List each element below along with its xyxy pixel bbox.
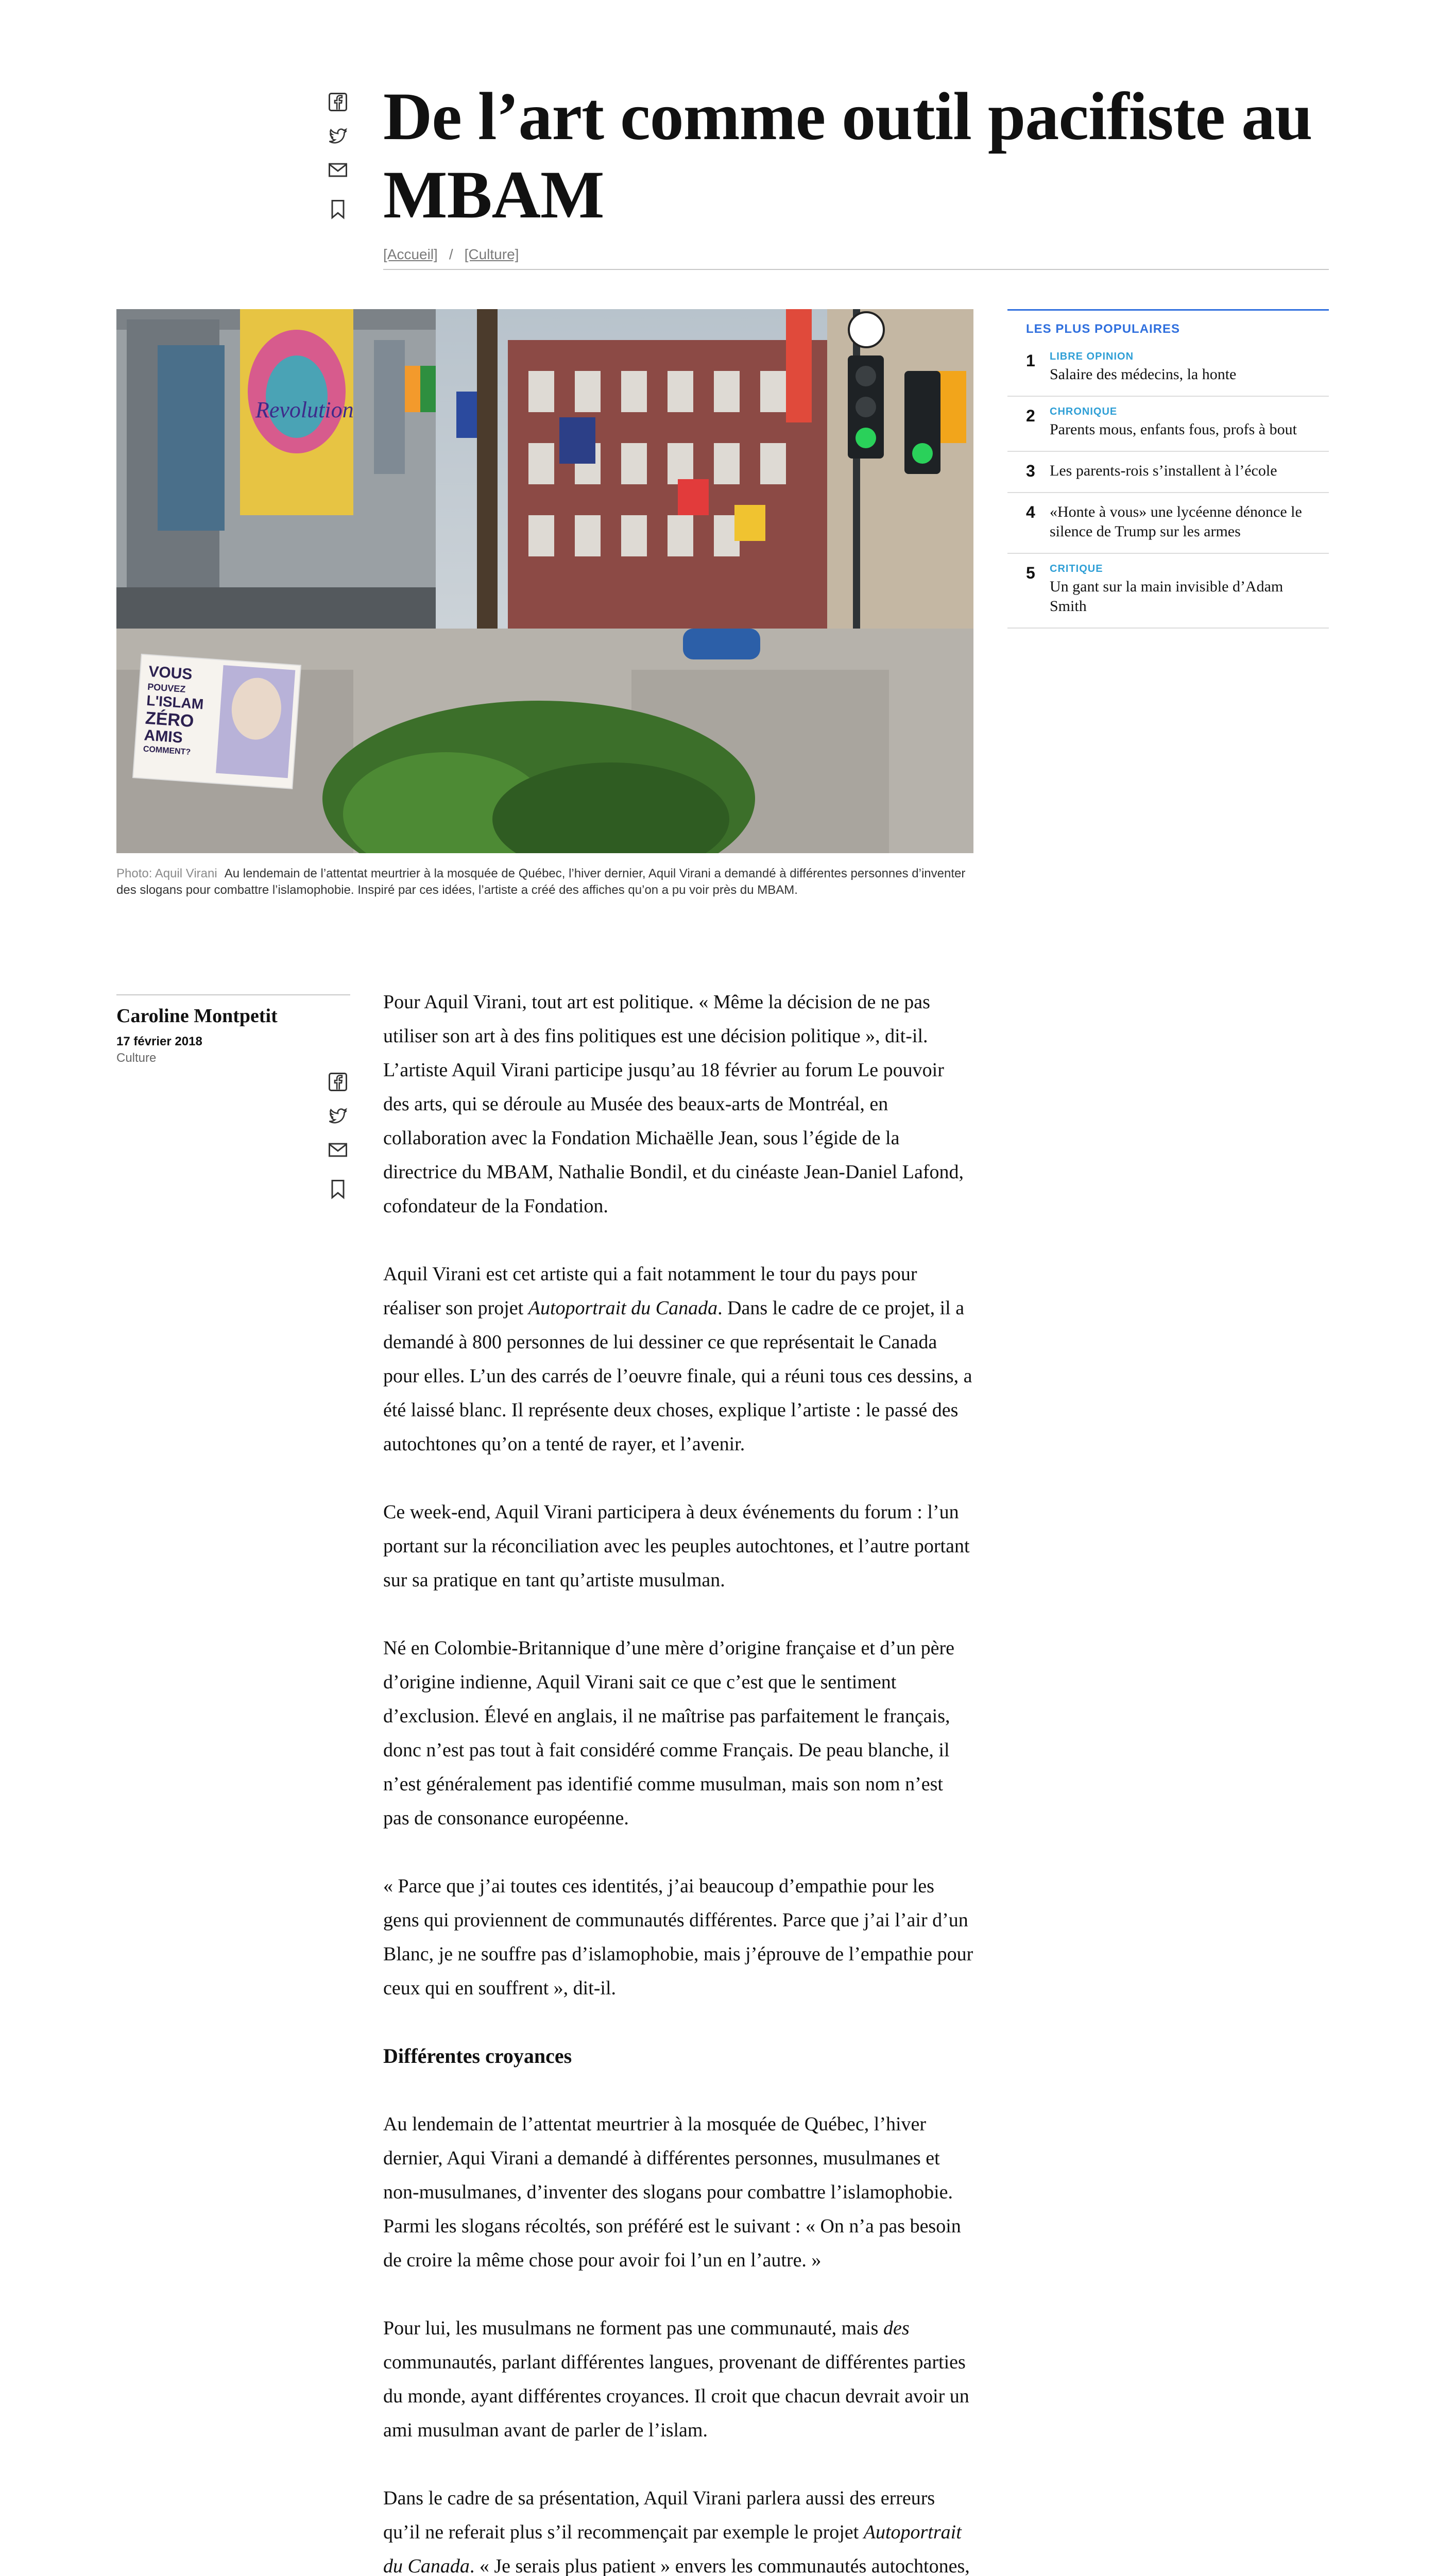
article-paragraph xyxy=(383,2481,973,2576)
article-paragraph: Pour Aquil Virani, tout art est politique. « Même la décision de ne pas utiliser son art à des fins politiques est une décision politique », dit-il. L’artiste Aquil Virani participe jusqu’au 18 février au forum Le pouvoir des arts, qui se déroule au Musée des beaux-arts de Montréal, en collaboration avec la Fondation Michaëlle Jean, sous l’égide de la directrice du MBAM, Nathalie Bondil, et du cinéaste Jean-Daniel Lafond, cofondateur de la Fondation. xyxy=(383,991,964,1217)
twitter-icon[interactable] xyxy=(327,125,349,147)
photo-caption xyxy=(116,866,971,899)
email-icon[interactable] xyxy=(327,1139,349,1161)
popular-articles xyxy=(1007,309,1329,629)
breadcrumb-section-link[interactable]: [Culture] xyxy=(464,246,519,262)
breadcrumb-home-link[interactable]: [Accueil] xyxy=(383,246,438,262)
popular-title-link[interactable]: «Honte à vous» une lycéenne dénonce le silence de Trump sur les armes xyxy=(1050,503,1302,540)
popular-title-link[interactable]: Les parents-rois s’installent à l’école xyxy=(1050,462,1277,479)
italic-title: Autoportrait du Canada xyxy=(383,2521,962,2576)
popular-title-link[interactable]: Un gant sur la main invisible d’Adam Smith xyxy=(1050,578,1284,615)
poster-line: ZÉRO xyxy=(144,708,195,732)
article-paragraph: « Parce que j’ai toutes ces identités, j’ai beaucoup d’empathie pour les gens qui proviennent de communautés différentes. Parce que j’ai l’air d’un Blanc, je ne souffre pas d’islamophobie, mais j’éprouve de l’empathie pour ceux qui en souffrent », dit-il. xyxy=(383,1875,973,1999)
bookmark-icon[interactable] xyxy=(327,198,349,221)
popular-item[interactable] xyxy=(1007,554,1329,629)
breadcrumb-separator: / xyxy=(449,246,453,262)
text-run: Aquil Virani est cet artiste qui a fait notamment le tour du pays pour réaliser son projet xyxy=(383,1263,917,1319)
text-run: . « Je serais plus patient » envers les communautés autochtones, xyxy=(469,2555,970,2576)
poster-line: L'ISLAM xyxy=(146,692,204,713)
facebook-icon[interactable] xyxy=(327,1071,349,1093)
author-divider xyxy=(116,994,350,995)
popular-rank: 1 xyxy=(1026,351,1035,370)
photo-caption-text: Au lendemain de l’attentat meurtrier à la mosquée de Québec, l’hiver dernier, Aquil Virani a demandé à différentes personnes d’inventer des slogans pour combattre l’islamophobie. Inspiré par ces idées, l’artiste a créé des affiches qu’on a pu voir près du MBAM. xyxy=(116,867,966,897)
poster-line: COMMENT? xyxy=(143,744,191,757)
popular-rank: 3 xyxy=(1026,462,1035,480)
article-paragraph: Au lendemain de l’attentat meurtrier à la mosquée de Québec, l’hiver dernier, Aqui Virani a demandé à différentes personnes, musulmanes et non-musulmanes, d’inventer des slogans pour combattre l’islamophobie. Parmi les slogans récoltés, son préféré est le suivant : « On n’a pas besoin de croire la même chose pour avoir foi l’un en l’autre. » xyxy=(383,2113,961,2271)
popular-title-link[interactable]: Parents mous, enfants fous, profs à bout xyxy=(1050,421,1297,438)
article-body xyxy=(383,985,973,2576)
bookmark-icon[interactable] xyxy=(327,1178,349,1200)
popular-title-link[interactable]: Salaire des médecins, la honte xyxy=(1050,366,1237,383)
article-subheading: Différentes croyances xyxy=(383,2044,572,2067)
page-title: De l’art comme outil pacifiste au MBAM xyxy=(383,78,1312,232)
popular-item[interactable] xyxy=(1007,397,1329,452)
share-rail-top xyxy=(327,91,349,232)
article-paragraph: Né en Colombie-Britannique d’une mère d’origine française et d’un père d’origine indienne, Aquil Virani sait ce que c’est que le sentiment d’exclusion. Élevé en anglais, il ne maîtrise pas parfaitement le français, donc n’est pas tout à fait considéré comme Français. De peau blanche, il n’est généralement pas identifié comme musulman, mais son nom n’est pas de consonance européenne. xyxy=(383,1637,954,1829)
popular-heading: LES PLUS POPULAIRES xyxy=(1026,322,1181,336)
breadcrumb xyxy=(383,246,519,263)
popular-tag: LIBRE OPINION xyxy=(1050,351,1134,362)
popular-item[interactable] xyxy=(1007,452,1329,493)
poster-line: VOUS xyxy=(148,663,193,683)
text-run: communautés, parlant différentes langues, provenant de différentes parties du monde, ayant différentes croyances. Il croit que chacun devrait avoir un ami musulman avant de parler de l’islam. xyxy=(383,2351,969,2441)
popular-tag: CRITIQUE xyxy=(1050,563,1103,574)
article-paragraph xyxy=(383,1257,973,1461)
popular-tag: CHRONIQUE xyxy=(1050,406,1118,417)
article-paragraph xyxy=(383,2311,973,2447)
article-photo xyxy=(116,309,973,853)
text-run: . Dans le cadre de ce projet, il a demandé à 800 personnes de lui dessiner ce que représentait le Canada pour elles. L’un des carrés de l’oeuvre finale, qui a réuni tous ces dessins, a été laissé blanc. Il représente deux choses, explique l’artiste : le passé des autochtones qu’on a tenté de rayer, et l’avenir. xyxy=(383,1297,972,1455)
title-divider xyxy=(383,269,1329,270)
italic-word: des xyxy=(883,2317,910,2339)
text-run: Dans le cadre de sa présentation, Aquil Virani parlera aussi des erreurs qu’il ne referait plus s’il recommençait par exemple le projet xyxy=(383,2487,935,2543)
article-paragraph: Ce week-end, Aquil Virani participera à deux événements du forum : l’un portant sur la réconciliation avec les peuples autochtones, et l’autre portant sur sa pratique en tant qu’artiste musulman. xyxy=(383,1501,970,1591)
photo-credit: Photo: Aquil Virani xyxy=(116,867,217,880)
popular-rank: 2 xyxy=(1026,406,1035,425)
article-section: Culture xyxy=(116,1051,157,1065)
poster-line: POUVEZ xyxy=(147,681,186,694)
twitter-icon[interactable] xyxy=(327,1105,349,1127)
popular-item[interactable] xyxy=(1007,342,1329,397)
popular-item[interactable] xyxy=(1007,493,1329,554)
email-icon[interactable] xyxy=(327,159,349,181)
italic-title: Autoportrait du Canada xyxy=(528,1297,718,1319)
banner-text: Revolution xyxy=(255,397,354,422)
poster-line: AMIS xyxy=(143,726,183,747)
publish-date: 17 février 2018 xyxy=(116,1035,202,1048)
text-run: Pour lui, les musulmans ne forment pas une communauté, mais xyxy=(383,2317,883,2339)
popular-rank: 5 xyxy=(1026,564,1035,582)
photo-illustration xyxy=(116,309,973,853)
facebook-icon[interactable] xyxy=(327,91,349,113)
author-name[interactable]: Caroline Montpetit xyxy=(116,1005,278,1027)
popular-rank: 4 xyxy=(1026,503,1035,521)
share-rail-article xyxy=(327,1071,349,1212)
